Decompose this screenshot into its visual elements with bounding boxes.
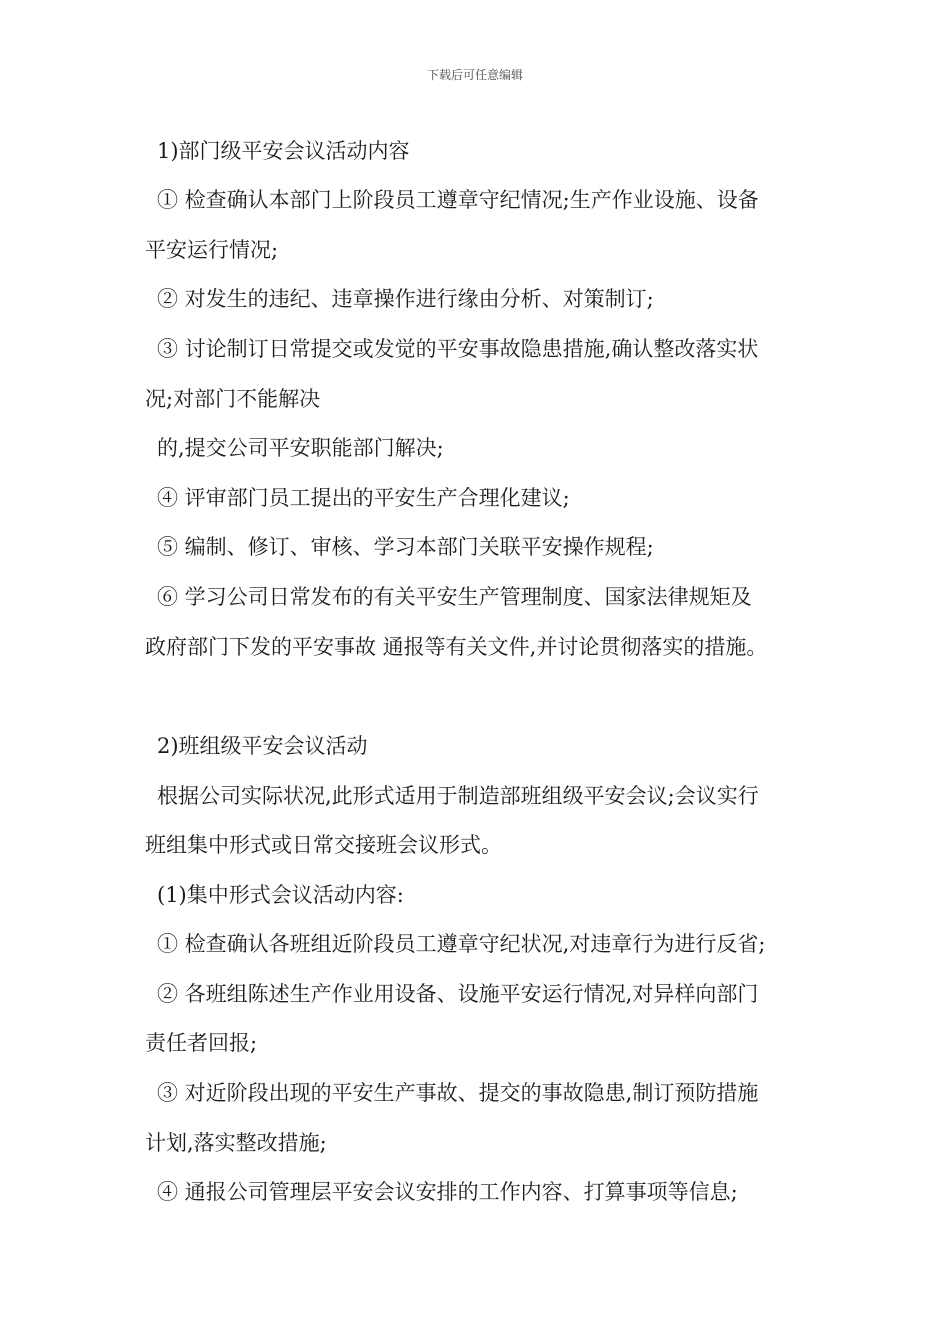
- section1-item3-line2: 况;对部门不能解决: [145, 387, 321, 411]
- section2-intro-line2: 班组集中形式或日常交接班会议形式。: [145, 833, 502, 857]
- section1-item6-line2: 政府部门下发的平安事故 通报等有关文件,并讨论贯彻落实的措施。: [145, 635, 768, 659]
- section2-item3-line1: ③ 对近阶段出现的平安生产事故、提交的事故隐患,制订预防措施: [157, 1081, 759, 1105]
- section2-item4: ④ 通报公司管理层平安会议安排的工作内容、打算事项等信息;: [157, 1180, 738, 1204]
- section1-heading: 1)部门级平安会议活动内容: [157, 139, 410, 163]
- section1-item5: ⑤ 编制、修订、审核、学习本部门关联平安操作规程;: [157, 535, 654, 559]
- section1-item1-line2: 平安运行情况;: [145, 238, 279, 262]
- section1-item3-line1: ③ 讨论制订日常提交或发觉的平安事故隐患措施,确认整改落实状: [157, 337, 759, 361]
- section2-sub-heading: (1)集中形式会议活动内容:: [157, 883, 404, 907]
- section2-item1: ① 检查确认各班组近阶段员工遵章守纪状况,对违章行为进行反省;: [157, 932, 766, 956]
- section2-item2-line1: ② 各班组陈述生产作业用设备、设施平安运行情况,对异样向部门: [157, 982, 759, 1006]
- section2-item2-line2: 责任者回报;: [145, 1031, 258, 1055]
- section1-item1-line1: ① 检查确认本部门上阶段员工遵章守纪情况;生产作业设施、设备: [157, 188, 759, 212]
- section2-item3-line2: 计划,落实整改措施;: [145, 1131, 327, 1155]
- section1-item3-line3: 的,提交公司平安职能部门解决;: [157, 436, 444, 460]
- section2-heading: 2)班组级平安会议活动: [157, 734, 368, 758]
- section1-item2: ② 对发生的违纪、违章操作进行缘由分析、对策制订;: [157, 287, 654, 311]
- section2-intro-line1: 根据公司实际状况,此形式适用于制造部班组级平安会议;会议实行: [157, 784, 759, 808]
- section1-item6-line1: ⑥ 学习公司日常发布的有关平安生产管理制度、国家法律规矩及: [157, 585, 752, 609]
- section1-item4: ④ 评审部门员工提出的平安生产合理化建议;: [157, 486, 570, 510]
- header-note: 下载后可任意编辑: [426, 68, 523, 82]
